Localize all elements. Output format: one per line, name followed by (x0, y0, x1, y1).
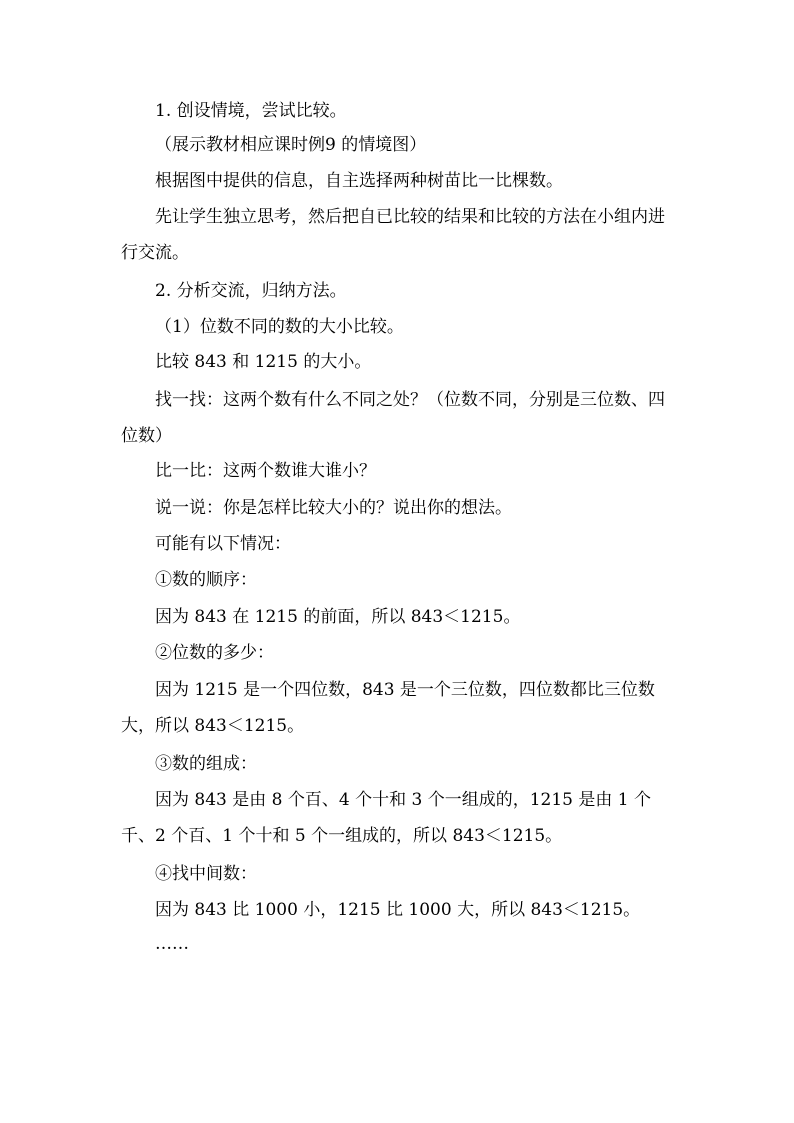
section-heading-1: 1. 创设情境，尝试比较。 (155, 101, 347, 121)
subsection-heading: （1）位数不同的数的大小比较。 (155, 317, 404, 337)
body-paragraph: 找一找：这两个数有什么不同之处？（位数不同，分别是三位数、四位数） (121, 390, 665, 446)
body-paragraph: 比一比：这两个数谁大谁小？ (155, 461, 376, 481)
body-paragraph: 因为 843 在 1215 的前面，所以 843＜1215。 (155, 607, 521, 627)
case-heading: ④找中间数： (155, 864, 257, 884)
note-paragraph: （展示教材相应课时例9 的情境图） (155, 135, 427, 155)
case-heading: ③数的组成： (155, 754, 257, 774)
ellipsis: …… (155, 934, 189, 954)
body-paragraph: 因为 1215 是一个四位数，843 是一个三位数，四位数都比三位数大，所以 843＜1215。 (121, 680, 655, 736)
case-heading: ②位数的多少： (155, 643, 274, 663)
body-paragraph: 因为 843 是由 8 个百、4 个十和 3 个一组成的，1215 是由 1 个千、2 个百、1 个十和 5 个一组成的，所以 843＜1215。 (121, 790, 652, 846)
body-paragraph: 说一说：你是怎样比较大小的？说出你的想法。 (155, 498, 512, 518)
section-heading-2: 2. 分析交流，归纳方法。 (155, 281, 347, 301)
body-paragraph: 先让学生独立思考，然后把自已比较的结果和比较的方法在小组内进行交流。 (121, 207, 665, 263)
body-paragraph: 因为 843 比 1000 小，1215 比 1000 大，所以 843＜1215。 (155, 900, 641, 920)
body-paragraph: 可能有以下情况： (155, 534, 291, 554)
body-paragraph: 根据图中提供的信息，自主选择两种树苗比一比棵数。 (155, 171, 563, 191)
case-heading: ①数的顺序： (155, 570, 257, 590)
body-paragraph: 比较 843 和 1215 的大小。 (155, 352, 372, 372)
